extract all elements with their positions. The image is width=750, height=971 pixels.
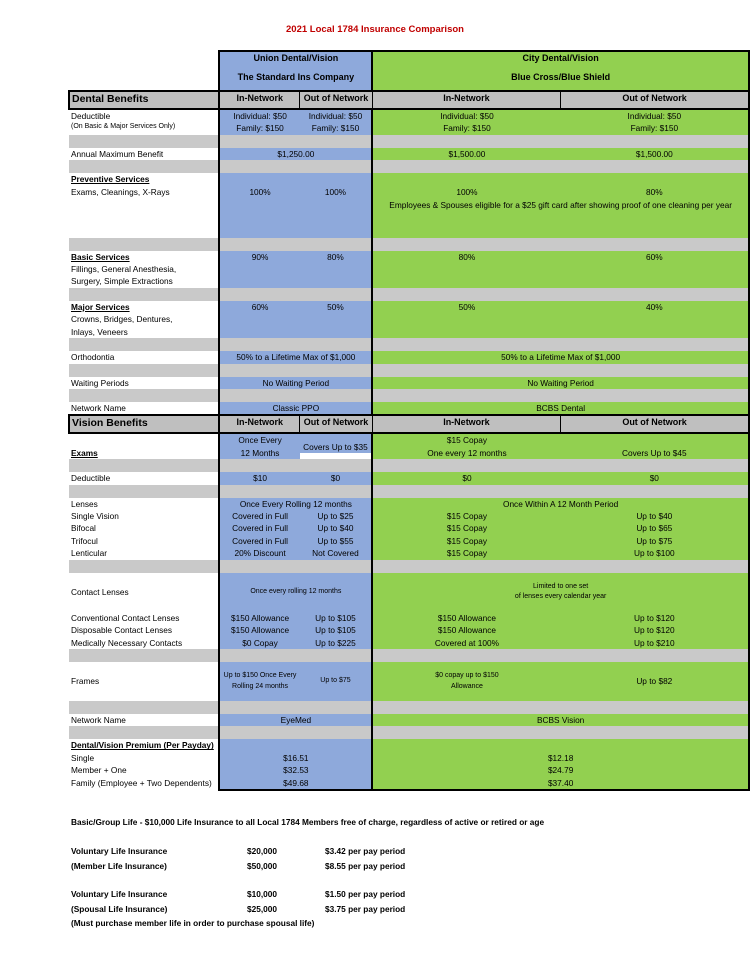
union-frames-in-line-2: Rolling 24 months [232,682,289,690]
dental-section-label: Dental Benefits [69,91,219,109]
city-ded-out-fam: Family: $150 [561,122,749,134]
union-contact-in: $150 Allowance [219,612,299,624]
city-frames-in-line-2: Allowance [450,682,483,690]
spousal-life-cost: $3.75 per pay period [325,904,406,914]
contact-type-label: Disposable Contact Lenses [71,625,173,636]
city-lenses-frequency: Once Within A 12 Month Period [372,498,749,510]
deductible-sub-label: (On Basic & Major Services Only) [71,123,176,131]
city-lens-in: $15 Copay [372,547,560,559]
premium-tier-label: Member + One [71,765,127,776]
ortho-label: Orthodontia [71,352,115,363]
waiting-label: Waiting Periods [71,377,129,388]
spousal-life-amount: $25,000 [247,904,277,914]
union-contact-out: Up to $225 [300,637,373,649]
union-plan-name: Union Dental/Vision [219,51,372,71]
union-basic-in: 90% [219,251,299,263]
city-vision-ded-in: $0 [372,472,560,484]
union-lens-out: Not Covered [300,547,373,559]
city-premium: $37.40 [372,777,749,790]
union-vision-ded-out: $0 [300,472,373,484]
major-heading: Major Services [71,301,130,312]
city-ded-out-ind: Individual: $50 [561,109,749,122]
union-frames-in-line-1: Up to $150 Once Every [223,672,297,679]
city-contact-out: Up to $120 [561,624,749,636]
union-contact-in: $150 Allowance [219,624,299,636]
city-lens-out: Up to $40 [561,510,749,522]
city-dental-out-header: Out of Network [561,91,749,109]
life-insurance-notes [71,0,731,971]
city-contact-line-2: of lenses every calendar year [514,593,607,601]
union-ded-in-fam: Family: $150 [219,122,299,134]
union-vision-ded-in: $10 [219,472,299,484]
city-plan-name: City Dental/Vision [372,51,749,71]
union-lenses-frequency: Once Every Rolling 12 months [219,498,372,510]
vision-deductible-label: Deductible [71,473,111,484]
city-carrier: Blue Cross/Blue Shield [372,71,749,91]
union-waiting: No Waiting Period [219,377,372,389]
union-frames-out: Up to $75 [300,662,373,701]
union-basic-out: 80% [300,251,373,263]
city-major-out: 40% [561,301,749,313]
union-lens-in: Covered in Full [219,522,299,534]
union-contact-frequency: Once every rolling 12 months [219,573,372,612]
union-dental-out-header: Out of Network [300,91,373,109]
basic-life-text: Basic/Group Life - $10,000 Life Insurance to all Local 1784 Members free of charge, regardless of active or retired or age [71,817,545,827]
union-prev-in: 100% [219,186,299,198]
city-prev-out: 80% [561,186,749,198]
union-exams-in-1: Once Every [219,433,299,446]
city-exams-copay: $15 Copay [372,433,560,446]
union-lens-out: Up to $40 [300,522,373,534]
union-contact-out: Up to $105 [300,624,373,636]
lens-type-label: Trifocul [71,535,98,546]
voluntary-life-label: Voluntary Life Insurance [71,846,168,856]
major-sub-label-1: Crowns, Bridges, Dentures, [71,314,173,325]
voluntary-life-cost: $3.42 per pay period [325,846,406,856]
city-frames-in-line-1: $0 copay up to $150 [435,672,499,679]
premium-tier-label: Single [71,752,95,763]
gift-card-note: Employees & Spouses eligible for a $25 gift card after showing proof of one cleaning per year [372,199,749,238]
city-ded-in-ind: Individual: $50 [372,109,560,122]
preventive-heading: Preventive Services [71,174,150,185]
city-lens-in: $15 Copay [372,510,560,522]
union-contact-out: Up to $105 [300,612,373,624]
city-lens-in: $15 Copay [372,535,560,547]
city-premium: $24.79 [372,764,749,776]
city-premium: $12.18 [372,752,749,764]
city-annual-max-in: $1,500.00 [372,148,560,160]
spousal-life-label: (Spousal Life Insurance) [71,904,168,914]
premium-tier-label: Family (Employee + Two Dependents) [71,777,212,788]
union-ded-in-ind: Individual: $50 [219,109,299,122]
premium-heading: Dental/Vision Premium (Per Payday) [71,740,214,751]
union-contact-in: $0 Copay [219,637,299,649]
page-title: 2021 Local 1784 Insurance Comparison [286,24,464,35]
city-vision-ded-out: $0 [561,472,749,484]
preventive-sub-label: Exams, Cleanings, X-Rays [71,187,170,198]
union-vision-out-header: Out of Network [300,415,373,433]
city-major-in: 50% [372,301,560,313]
deductible-label: Deductible [71,110,111,121]
city-prev-in: 100% [372,186,560,198]
member-life-label: (Member Life Insurance) [71,861,167,871]
union-exams-out: Covers Up to $35 [300,441,373,453]
city-dental-network: BCBS Dental [372,402,749,415]
spousal-requirement-note: (Must purchase member life in order to purchase spousal life) [71,918,315,928]
basic-heading: Basic Services [71,251,130,262]
union-major-out: 50% [300,301,373,313]
voluntary-spousal-cost: $1.50 per pay period [325,889,406,899]
voluntary-spousal-label: Voluntary Life Insurance [71,889,168,899]
union-ortho: 50% to a Lifetime Max of $1,000 [219,351,372,363]
union-lens-in: Covered in Full [219,510,299,522]
city-ortho: 50% to a Lifetime Max of $1,000 [372,351,749,363]
voluntary-life-amount: $20,000 [247,846,277,856]
member-life-cost: $8.55 per pay period [325,861,406,871]
city-contact-in: $150 Allowance [372,612,560,624]
dental-network-label: Network Name [71,403,126,413]
city-lens-out: Up to $65 [561,522,749,534]
union-vision-network: EyeMed [219,714,372,726]
union-vision-in-header: In-Network [219,415,299,433]
union-premium: $16.51 [219,752,372,764]
vision-network-label: Network Name [71,715,126,725]
exams-label: Exams [71,447,98,458]
city-contact-out: Up to $120 [561,612,749,624]
city-lens-out: Up to $75 [561,535,749,547]
union-lens-in: Covered in Full [219,535,299,547]
contact-type-label: Conventional Contact Lenses [71,612,180,623]
city-basic-in: 80% [372,251,560,263]
frames-label: Frames [71,676,100,687]
city-exams-in: One every 12 months [372,447,560,459]
member-life-amount: $50,000 [247,861,277,871]
city-exams-out: Covers Up to $45 [561,447,749,459]
basic-sub-label-2: Surgery, Simple Extractions [71,276,173,287]
basic-sub-label-1: Fillings, General Anesthesia, [71,263,177,274]
union-annual-max: $1,250.00 [219,148,372,160]
city-lens-in: $15 Copay [372,522,560,534]
union-ded-out-fam: Family: $150 [300,122,373,134]
union-dental-in-header: In-Network [219,91,299,109]
city-frames-out: Up to $82 [561,662,749,701]
contact-type-label: Medically Necessary Contacts [71,637,183,648]
vision-section-label: Vision Benefits [69,415,219,433]
major-sub-label-2: Inlays, Veneers [71,326,128,337]
lens-type-label: Bifocal [71,523,96,534]
union-lens-out: Up to $25 [300,510,373,522]
city-vision-in-header: In-Network [372,415,560,433]
city-vision-out-header: Out of Network [561,415,749,433]
city-contact-in: $150 Allowance [372,624,560,636]
city-lens-out: Up to $100 [561,547,749,559]
lenses-label: Lenses [71,498,98,509]
voluntary-spousal-amount: $10,000 [247,889,277,899]
lens-type-label: Single Vision [71,510,119,521]
annual-max-label: Annual Maximum Benefit [71,148,164,159]
city-dental-in-header: In-Network [372,91,560,109]
city-contact-out: Up to $210 [561,637,749,649]
union-premium: $49.68 [219,777,372,790]
city-vision-network: BCBS Vision [372,714,749,726]
union-premium: $32.53 [219,764,372,776]
city-contact-line-1: Limited to one set [533,582,589,590]
city-contact-in: Covered at 100% [372,637,560,649]
union-lens-out: Up to $55 [300,535,373,547]
city-basic-out: 60% [561,251,749,263]
union-dental-network: Classic PPO [219,402,372,415]
union-ded-out-ind: Individual: $50 [300,109,373,122]
union-carrier: The Standard Ins Company [219,71,372,91]
city-ded-in-fam: Family: $150 [372,122,560,134]
lens-type-label: Lenticular [71,548,107,559]
union-prev-out: 100% [300,186,373,198]
contact-lenses-label: Contact Lenses [71,586,129,597]
city-waiting: No Waiting Period [372,377,749,389]
union-major-in: 60% [219,301,299,313]
city-annual-max-out: $1,500.00 [561,148,749,160]
union-lens-in: 20% Discount [219,547,299,559]
union-exams-in-2: 12 Months [219,447,299,459]
